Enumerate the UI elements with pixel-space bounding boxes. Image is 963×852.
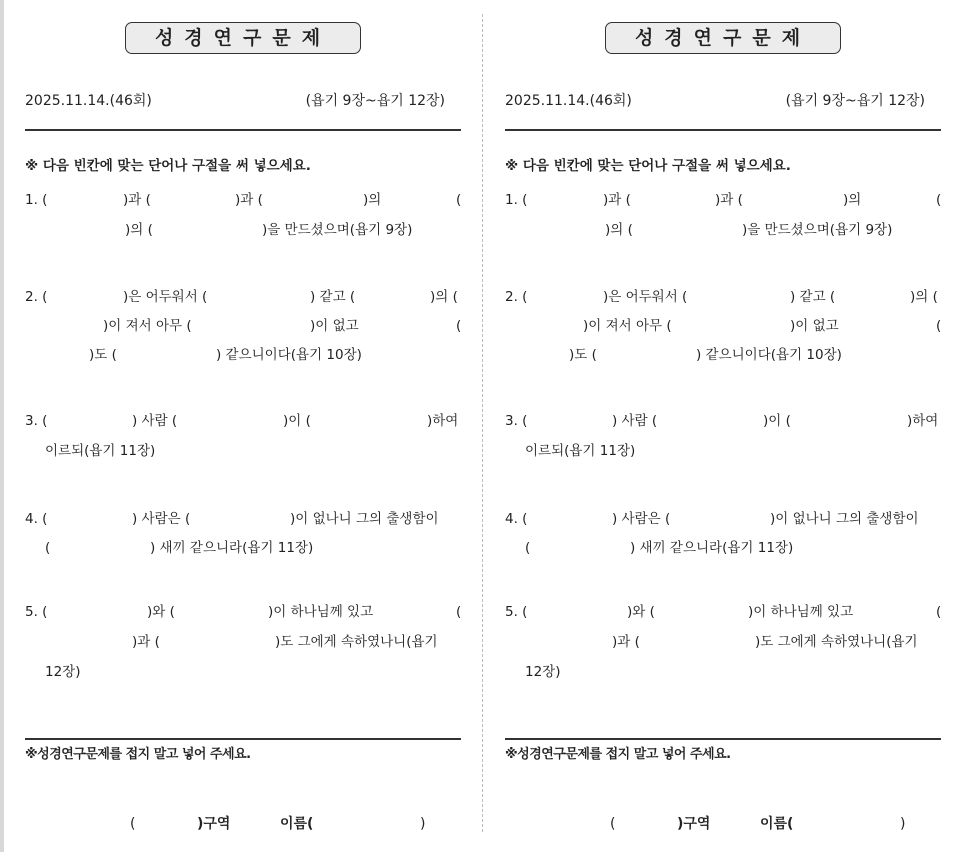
question-text: 3. ( bbox=[505, 413, 528, 429]
sheet-right bbox=[480, 0, 960, 852]
question-text: )와 ( bbox=[627, 604, 655, 620]
question-text: )과 ( bbox=[123, 192, 151, 208]
question-text: 이르되(욥기 11장) bbox=[525, 443, 636, 459]
question-text: )의 ( bbox=[430, 289, 458, 305]
question-text: 4. ( bbox=[505, 511, 528, 527]
question-text: )하여 bbox=[427, 413, 459, 429]
exam-date: 2025.11.14.(46회) bbox=[25, 93, 152, 109]
note: ※성경연구문제를 접지 말고 넣어 주세요. bbox=[505, 747, 731, 762]
question-text: 2. ( bbox=[505, 289, 528, 305]
question-text: ( bbox=[936, 192, 942, 208]
question-text: )과 ( bbox=[132, 634, 160, 650]
footer-open-paren: ( bbox=[610, 816, 616, 832]
question-text: 3. ( bbox=[25, 413, 48, 429]
footer-open-paren: ( bbox=[130, 816, 136, 832]
question-text: )과 ( bbox=[235, 192, 263, 208]
footer-rule bbox=[25, 738, 461, 740]
question-text: )하여 bbox=[907, 413, 939, 429]
header-rule bbox=[25, 129, 461, 131]
question-text: 12장) bbox=[525, 664, 561, 680]
question-text: ) 같고 ( bbox=[790, 289, 836, 305]
question-text: ( bbox=[456, 192, 462, 208]
question-text: 12장) bbox=[45, 664, 81, 680]
question-text: 1. ( bbox=[505, 192, 528, 208]
question-text: ) 사람 ( bbox=[612, 413, 658, 429]
question-text: )이 없고 bbox=[310, 318, 359, 334]
question-text: 이르되(욥기 11장) bbox=[45, 443, 156, 459]
name-label: 이름( bbox=[760, 816, 794, 832]
header-rule bbox=[505, 129, 941, 131]
question-text: )이 하나님께 있고 bbox=[268, 604, 374, 620]
question-text: )도 그에게 속하였나니(욥기 bbox=[755, 634, 918, 650]
question-text: )의 bbox=[843, 192, 862, 208]
question-text: ) 같으니이다(욥기 10장) bbox=[216, 347, 362, 363]
question-text: )과 ( bbox=[612, 634, 640, 650]
question-text: )이 져서 아무 ( bbox=[583, 318, 672, 334]
name-label: 이름( bbox=[280, 816, 314, 832]
question-text: )이 ( bbox=[763, 413, 791, 429]
footer-close-paren: ) bbox=[900, 816, 906, 832]
question-text: )의 ( bbox=[910, 289, 938, 305]
question-text: )와 ( bbox=[147, 604, 175, 620]
question-text: ( bbox=[525, 540, 531, 556]
question-text: )도 ( bbox=[569, 347, 597, 363]
question-text: )도 ( bbox=[89, 347, 117, 363]
sheet-left bbox=[0, 0, 480, 852]
question-text: )이 없고 bbox=[790, 318, 839, 334]
question-text: )은 어두워서 ( bbox=[603, 289, 688, 305]
sheet-title: 성경연구문제 bbox=[605, 22, 841, 54]
question-text: )이 없나니 그의 출생함이 bbox=[770, 511, 919, 527]
question-text: 4. ( bbox=[25, 511, 48, 527]
question-text: 5. ( bbox=[505, 604, 528, 620]
question-text: ( bbox=[456, 318, 462, 334]
question-text: )의 ( bbox=[605, 222, 633, 238]
question-text: ( bbox=[936, 604, 942, 620]
question-text: ) 같으니이다(욥기 10장) bbox=[696, 347, 842, 363]
question-text: ) 사람 ( bbox=[132, 413, 178, 429]
question-text: )도 그에게 속하였나니(욥기 bbox=[275, 634, 438, 650]
question-text: ) 새끼 같으니라(욥기 11장) bbox=[630, 540, 794, 556]
question-text: )을 만드셨으며(욥기 9장) bbox=[262, 222, 413, 238]
question-text: )은 어두워서 ( bbox=[123, 289, 208, 305]
question-text: )과 ( bbox=[603, 192, 631, 208]
sheet-title: 성경연구문제 bbox=[125, 22, 361, 54]
instruction: ※ 다음 빈칸에 맞는 단어나 구절을 써 넣으세요. bbox=[505, 158, 791, 174]
question-text: )의 ( bbox=[125, 222, 153, 238]
question-text: 2. ( bbox=[25, 289, 48, 305]
question-text: )의 bbox=[363, 192, 382, 208]
district-label: )구역 bbox=[197, 816, 231, 832]
question-text: )과 ( bbox=[715, 192, 743, 208]
question-text: ) 새끼 같으니라(욥기 11장) bbox=[150, 540, 314, 556]
district-label: )구역 bbox=[677, 816, 711, 832]
note: ※성경연구문제를 접지 말고 넣어 주세요. bbox=[25, 747, 251, 762]
footer-rule bbox=[505, 738, 941, 740]
instruction: ※ 다음 빈칸에 맞는 단어나 구절을 써 넣으세요. bbox=[25, 158, 311, 174]
question-text: )이 져서 아무 ( bbox=[103, 318, 192, 334]
question-text: ) 같고 ( bbox=[310, 289, 356, 305]
question-text: ) 사람은 ( bbox=[612, 511, 671, 527]
chapter-range: (욥기 9장~욥기 12장) bbox=[785, 93, 925, 109]
question-text: )이 ( bbox=[283, 413, 311, 429]
question-text: ( bbox=[936, 318, 942, 334]
question-text: ( bbox=[45, 540, 51, 556]
question-text: ( bbox=[456, 604, 462, 620]
question-text: ) 사람은 ( bbox=[132, 511, 191, 527]
chapter-range: (욥기 9장~욥기 12장) bbox=[305, 93, 445, 109]
question-text: )이 없나니 그의 출생함이 bbox=[290, 511, 439, 527]
question-text: )을 만드셨으며(욥기 9장) bbox=[742, 222, 893, 238]
exam-date: 2025.11.14.(46회) bbox=[505, 93, 632, 109]
question-text: 5. ( bbox=[25, 604, 48, 620]
question-text: )이 하나님께 있고 bbox=[748, 604, 854, 620]
footer-close-paren: ) bbox=[420, 816, 426, 832]
question-text: 1. ( bbox=[25, 192, 48, 208]
